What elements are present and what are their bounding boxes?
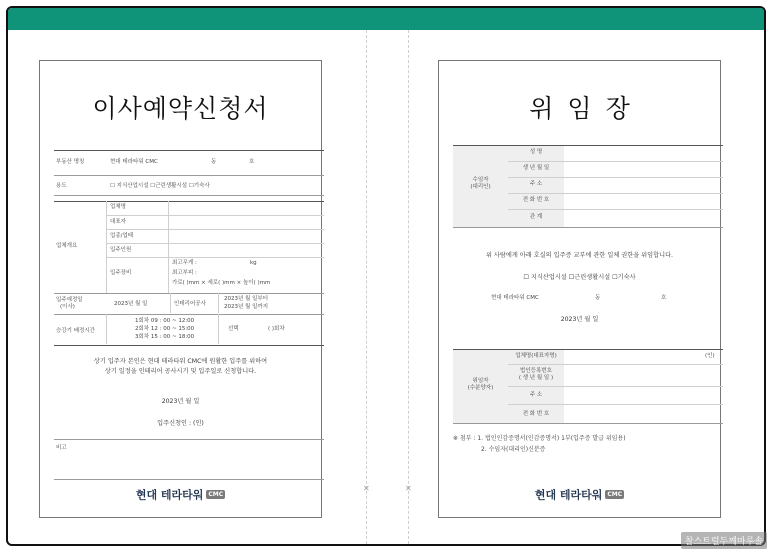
crop-mark-right: ✕ xyxy=(405,484,412,493)
rule xyxy=(54,150,324,151)
seal-mark: (인) xyxy=(705,353,715,359)
rule xyxy=(453,423,723,424)
company-logo xyxy=(40,484,321,503)
equip-weight: 최고무게 : xyxy=(172,260,197,266)
dong-label: 동 xyxy=(211,159,217,165)
property-value: 현대 테라타워 CMC xyxy=(491,295,539,301)
rule xyxy=(54,293,324,294)
statement: 위 사람에게 아래 호실의 입주증 교부에 관한 일체 권한을 위임합니다. xyxy=(485,252,674,259)
rule xyxy=(508,161,723,162)
company-label: 업체개요 xyxy=(56,243,78,249)
company-row-equipment: 입주장비 xyxy=(110,270,132,276)
rule xyxy=(508,404,723,405)
rule xyxy=(54,175,324,176)
date-line: 2023년 월 일 xyxy=(560,316,599,323)
rule xyxy=(106,229,324,230)
proxy-row-relation: 관 계 xyxy=(529,214,543,220)
elevator-slot-2: 2회차 12 : 00 ~ 15:00 xyxy=(135,326,195,332)
body-line-1: 상기 입주자 본인은 현대 테라타워 CMC에 원활한 입주를 위하여 xyxy=(93,358,268,365)
equip-size-label: 최고부피 : xyxy=(172,270,197,276)
dong-label: 동 xyxy=(595,295,601,301)
remarks-label: 비고 xyxy=(56,445,67,451)
elevator-label: 승강기 배정시간 xyxy=(56,328,95,334)
fold-line-right xyxy=(408,30,409,544)
logo-name: 현대 테라타워 xyxy=(534,488,603,502)
elevator-slot-1: 1회차 09 : 00 ~ 12:00 xyxy=(135,318,195,324)
rule xyxy=(508,193,723,194)
form-title: 이사예약신청서 xyxy=(92,94,269,123)
rule xyxy=(453,145,723,146)
rule xyxy=(508,364,723,365)
logo-name: 현대 테라타워 xyxy=(135,488,204,502)
use-options[interactable]: ☐ 지식산업시설 ☐근린생활시설 ☐기숙사 xyxy=(110,183,210,189)
company-row-staff: 입주인원 xyxy=(110,247,132,253)
elevator-slot-3: 3회차 15 : 00 ~ 18:00 xyxy=(135,334,195,340)
proxy-label-1: 수임자 xyxy=(472,177,489,183)
select-label: 선택 xyxy=(228,326,239,332)
delegator-row-phone: 전 화 번 호 xyxy=(522,411,550,417)
logo-badge: CMC xyxy=(607,491,623,498)
ho-label: 호 xyxy=(661,295,667,301)
divider xyxy=(106,314,107,344)
delegator-label-2: (수분양자) xyxy=(467,385,494,391)
rule xyxy=(54,314,324,315)
company-row-industry: 업종/업태 xyxy=(110,233,134,239)
equip-kg: kg xyxy=(250,260,257,266)
rule xyxy=(54,479,324,480)
use-label: 용도 xyxy=(56,183,67,189)
use-options[interactable]: ☐ 지식산업시설 ☐근린생활시설 ☐기숙사 xyxy=(523,274,636,281)
rule xyxy=(508,177,723,178)
rule xyxy=(54,345,324,346)
ho-label: 호 xyxy=(249,159,255,165)
company-logo xyxy=(439,484,720,503)
document-frame xyxy=(6,6,766,546)
rule xyxy=(54,195,324,196)
rule xyxy=(453,349,723,350)
schedule-label-1: 입주예정일 xyxy=(56,297,83,303)
company-row-ceo: 대표자 xyxy=(110,219,126,225)
attachment-line-2: 2. 수임자(대리인)신분증 xyxy=(481,446,546,453)
interior-label: 인테리어공사 xyxy=(174,301,206,307)
rule xyxy=(54,201,324,202)
delegator-row-address: 주 소 xyxy=(529,392,543,398)
proxy-label-2: (대리인) xyxy=(470,184,491,190)
select-value[interactable]: ( )회차 xyxy=(268,326,285,332)
attachment-line-1: ※ 첨부 : 1. 법인인감증명서(인감증명서) 1부(입주증 발급 위임용) xyxy=(453,435,626,442)
delegator-row-regno-b: ( 생 년 월 일 ) xyxy=(518,375,554,381)
interior-from: 2023년 월 일부터 xyxy=(224,296,269,302)
watermark: 찰스트럴두께마루솔 xyxy=(681,532,767,549)
proxy-row-name: 성 명 xyxy=(529,149,543,155)
proxy-row-address: 주 소 xyxy=(529,181,543,187)
property-value: 현대 테라타워 CMC xyxy=(110,159,158,165)
delegator-row-regno-a: 법인등록번호 xyxy=(520,368,552,374)
logo-badge: CMC xyxy=(208,491,224,498)
date-line: 2023년 월 일 xyxy=(161,398,200,405)
proxy-row-phone: 전 화 번 호 xyxy=(522,197,550,203)
top-color-bar xyxy=(8,8,764,30)
rule xyxy=(508,209,723,210)
delegator-label-1: 위임자 xyxy=(472,378,489,384)
divider xyxy=(218,293,219,313)
rule xyxy=(508,386,723,387)
schedule-label-2: (이사) xyxy=(60,304,75,310)
rule xyxy=(106,215,324,216)
applicant-line: 입주신청인 : (인) xyxy=(157,420,204,427)
equip-size: 가로( )mm × 세로( )mm × 높이( )mm xyxy=(172,280,271,286)
form-title: 위임장 xyxy=(529,94,644,123)
moving-reservation-form xyxy=(39,60,322,518)
rule xyxy=(54,439,324,440)
rule xyxy=(106,243,324,244)
delegator-row-company: 업체명(대표자명) xyxy=(515,353,557,359)
power-of-attorney-form xyxy=(438,60,721,518)
property-label: 부동산 명칭 xyxy=(56,159,85,165)
divider xyxy=(218,314,219,344)
company-row-name: 업체명 xyxy=(110,204,126,210)
rule xyxy=(106,257,324,258)
proxy-row-birth: 생 년 월 일 xyxy=(522,165,550,171)
body-line-2: 상기 일정을 인테리어 공사시기 및 입주일로 신청합니다. xyxy=(104,368,257,375)
interior-to: 2023년 월 일까지 xyxy=(224,304,269,310)
crop-mark-left: ✕ xyxy=(363,484,370,493)
fold-line-left xyxy=(366,30,367,544)
schedule-date: 2023년 월 일 xyxy=(114,301,148,307)
divider xyxy=(170,293,171,313)
rule xyxy=(453,227,723,228)
